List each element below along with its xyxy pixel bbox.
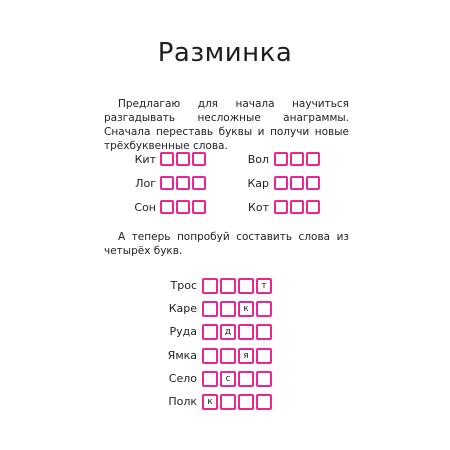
letter-box[interactable]: д — [220, 324, 236, 340]
letter-box[interactable] — [238, 394, 254, 410]
anagram-word: Руда — [169, 325, 197, 338]
letter-boxes — [274, 152, 320, 166]
letter-box[interactable] — [290, 176, 304, 190]
anagram-word: Сон — [134, 201, 156, 214]
anagram-row — [224, 200, 334, 216]
letter-box[interactable] — [274, 200, 288, 214]
letter-box[interactable] — [220, 301, 236, 317]
anagram-word: Лог — [135, 177, 156, 190]
letter-box[interactable] — [290, 152, 304, 166]
letter-boxes — [202, 394, 272, 410]
letter-boxes — [274, 176, 320, 190]
second-intro-paragraph: А теперь попробуй составить слова из четырёх букв. — [104, 231, 349, 257]
letter-box[interactable] — [220, 394, 236, 410]
anagram-row — [160, 278, 290, 294]
letter-boxes — [160, 176, 206, 190]
letter-box[interactable] — [306, 152, 320, 166]
letter-box[interactable] — [176, 200, 190, 214]
anagram-word: Вол — [247, 153, 269, 166]
anagram-row — [224, 152, 334, 168]
letter-box[interactable]: к — [202, 394, 218, 410]
letter-box[interactable] — [192, 152, 206, 166]
anagram-row — [160, 324, 290, 340]
letter-box[interactable] — [192, 200, 206, 214]
letter-boxes — [202, 278, 272, 294]
letter-box[interactable] — [256, 348, 272, 364]
letter-box[interactable] — [238, 278, 254, 294]
letter-box[interactable] — [202, 278, 218, 294]
letter-box[interactable] — [202, 301, 218, 317]
letter-boxes — [202, 371, 272, 387]
letter-box[interactable] — [176, 176, 190, 190]
page-title: Разминка — [157, 38, 293, 68]
letter-box[interactable] — [256, 301, 272, 317]
letter-box[interactable]: к — [238, 301, 254, 317]
letter-box[interactable] — [306, 200, 320, 214]
letter-box[interactable] — [238, 371, 254, 387]
letter-box[interactable] — [176, 152, 190, 166]
anagram-word: Трос — [170, 279, 197, 292]
letter-box[interactable] — [274, 152, 288, 166]
anagram-word: Ямка — [167, 349, 197, 362]
anagram-word: Село — [168, 372, 197, 385]
letter-box[interactable] — [202, 324, 218, 340]
letter-boxes — [160, 152, 206, 166]
anagram-word: Каре — [168, 302, 197, 315]
letter-box[interactable] — [306, 176, 320, 190]
intro-paragraph: Предлагаю для начала научиться разгадывать несложные анаграммы. Сначала переставь буквы и получи новые трёхбуквенные слова. — [104, 98, 349, 152]
letter-box[interactable] — [256, 394, 272, 410]
anagram-row — [158, 348, 288, 364]
letter-boxes — [160, 200, 206, 214]
anagram-row — [158, 371, 288, 387]
letter-box[interactable] — [290, 200, 304, 214]
anagram-row — [224, 176, 334, 192]
anagram-row — [110, 176, 210, 192]
letter-box[interactable] — [256, 371, 272, 387]
anagram-row — [160, 301, 290, 317]
letter-box[interactable] — [192, 176, 206, 190]
anagram-word: Кит — [134, 153, 156, 166]
anagram-row — [110, 200, 210, 216]
anagram-word: Кот — [248, 201, 269, 214]
anagram-row — [158, 394, 288, 410]
letter-box[interactable] — [160, 152, 174, 166]
letter-boxes — [202, 301, 272, 317]
anagram-word: Кар — [247, 177, 269, 190]
letter-box[interactable]: с — [220, 371, 236, 387]
letter-boxes — [202, 324, 272, 340]
letter-boxes — [202, 348, 272, 364]
letter-box[interactable] — [220, 278, 236, 294]
letter-box[interactable] — [160, 200, 174, 214]
letter-box[interactable] — [274, 176, 288, 190]
letter-box[interactable] — [202, 371, 218, 387]
anagram-row — [110, 152, 210, 168]
letter-box[interactable] — [160, 176, 174, 190]
letter-box[interactable] — [202, 348, 218, 364]
anagram-word: Полк — [168, 395, 197, 408]
letter-box[interactable] — [220, 348, 236, 364]
letter-box[interactable]: т — [256, 278, 272, 294]
letter-box[interactable] — [238, 324, 254, 340]
letter-boxes — [274, 200, 320, 214]
letter-box[interactable] — [256, 324, 272, 340]
letter-box[interactable]: я — [238, 348, 254, 364]
